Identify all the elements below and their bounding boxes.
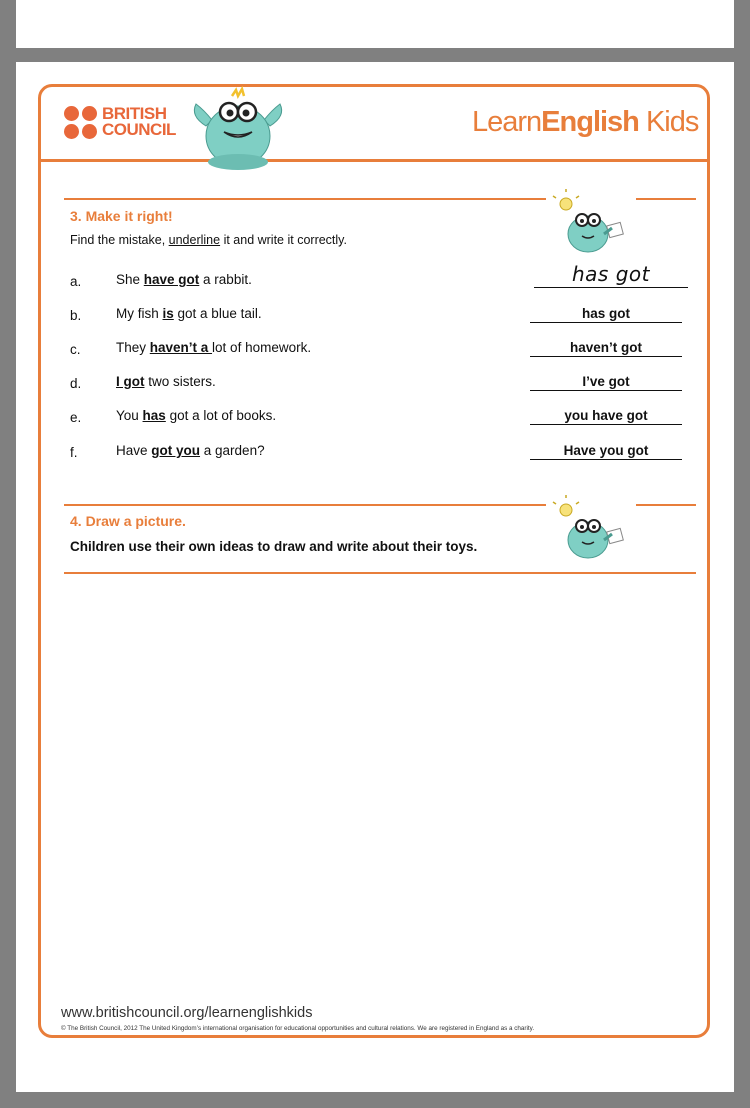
exercise-row-d [70,372,690,394]
answer-line[interactable]: has got [534,262,688,288]
row-sentence: My fish is got a blue tail. [116,306,262,321]
exercise-row-b [70,304,690,326]
bc-dots-icon [64,106,98,140]
footer-copyright: © The British Council, 2012 The United Kingdom’s international organisation for educational opportunities and cultural relations. We are registered in England as a charity. [61,1025,535,1032]
mistake-underlined: has [142,408,166,423]
answer-line[interactable]: I’ve got [530,374,682,391]
row-letter: e. [70,410,82,425]
section4-top-rule-left [64,504,546,506]
row-sentence: You has got a lot of books. [116,408,277,423]
mistake-underlined: have got [143,272,200,287]
row-sentence: They haven’t a lot of homework. [116,340,312,355]
mistake-underlined: got you [151,443,201,458]
section3-top-rule-left [64,198,546,200]
section4-top-rule-right [636,504,696,506]
exercise-row-a [70,262,690,292]
answer-line[interactable]: you have got [530,408,682,425]
section3-title: 3. Make it right! [70,208,173,224]
british-council-logo [64,106,184,142]
exercise-row-c [70,338,690,360]
idea-mascot-icon [552,188,632,256]
section4-instruction: Children use their own ideas to draw and write about their toys. [70,539,478,554]
exercise-row-f [70,441,690,463]
bc-logo-text: BRITISH COUNCIL [102,104,176,139]
header-divider [38,159,710,162]
mistake-underlined: is [162,306,174,321]
section4-title: 4. Draw a picture. [70,513,186,529]
row-sentence: Have got you a garden? [116,443,265,458]
footer-url: www.britishcouncil.org/learnenglishkids [61,1005,313,1021]
row-letter: d. [70,376,82,391]
mistake-underlined: I got [116,374,145,389]
row-letter: f. [70,445,78,460]
answer-line[interactable]: haven’t got [530,340,682,357]
row-letter: c. [70,342,81,357]
section3-top-rule-right [636,198,696,200]
answer-line[interactable]: Have you got [530,443,682,460]
exercise-row-e [70,406,690,428]
row-sentence: I got two sisters. [116,374,216,389]
answer-line[interactable]: has got [530,306,682,323]
section4-bottom-rule [64,572,696,574]
row-letter: a. [70,274,82,289]
section3-instruction: Find the mistake, underline it and write it correctly. [70,233,347,247]
mistake-underlined: haven’t a [149,340,213,355]
idea-mascot-icon [552,494,632,562]
previous-page-sheet [16,0,734,48]
row-sentence: She have got a rabbit. [116,272,252,287]
learnenglish-kids-logo: LearnEnglish Kids [472,106,699,138]
worksheet-page [16,62,734,1092]
monster-mascot-icon [188,86,288,170]
row-letter: b. [70,308,82,323]
